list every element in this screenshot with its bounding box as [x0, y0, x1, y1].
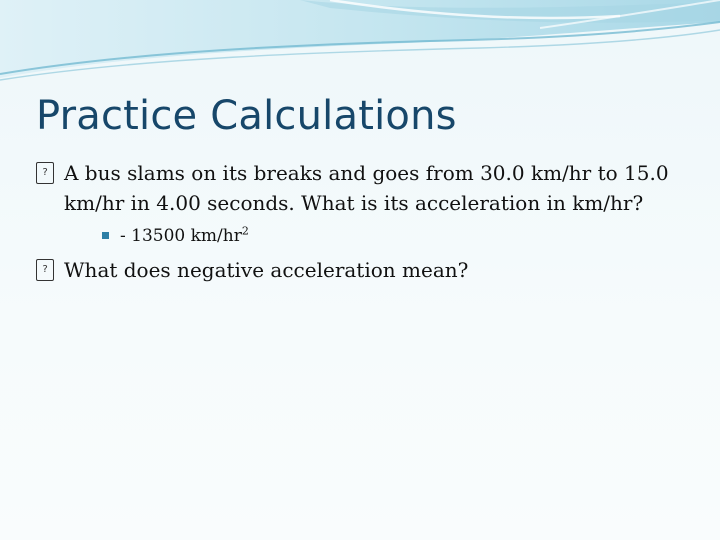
- square-bullet-icon: [102, 232, 109, 239]
- answer-text: - 13500 km/hr: [120, 226, 242, 246]
- missing-glyph-icon: ?: [36, 259, 54, 281]
- header-wave-decoration: [0, 0, 720, 90]
- slide-body: [36, 158, 696, 285]
- slide-title: Practice Calculations: [36, 93, 457, 139]
- bullet-question-1: [36, 158, 696, 218]
- bullet-text: What does negative acceleration mean?: [64, 258, 469, 282]
- bullet-question-2: [36, 255, 696, 285]
- answer-exponent: 2: [241, 224, 249, 238]
- bullet-text: A bus slams on its breaks and goes from 30.0 km/hr to 15.0 km/hr in 4.00 seconds. What is its acceleration in km/hr?: [64, 161, 669, 215]
- missing-glyph-icon: ?: [36, 162, 54, 184]
- sub-bullet-answer: [102, 223, 696, 249]
